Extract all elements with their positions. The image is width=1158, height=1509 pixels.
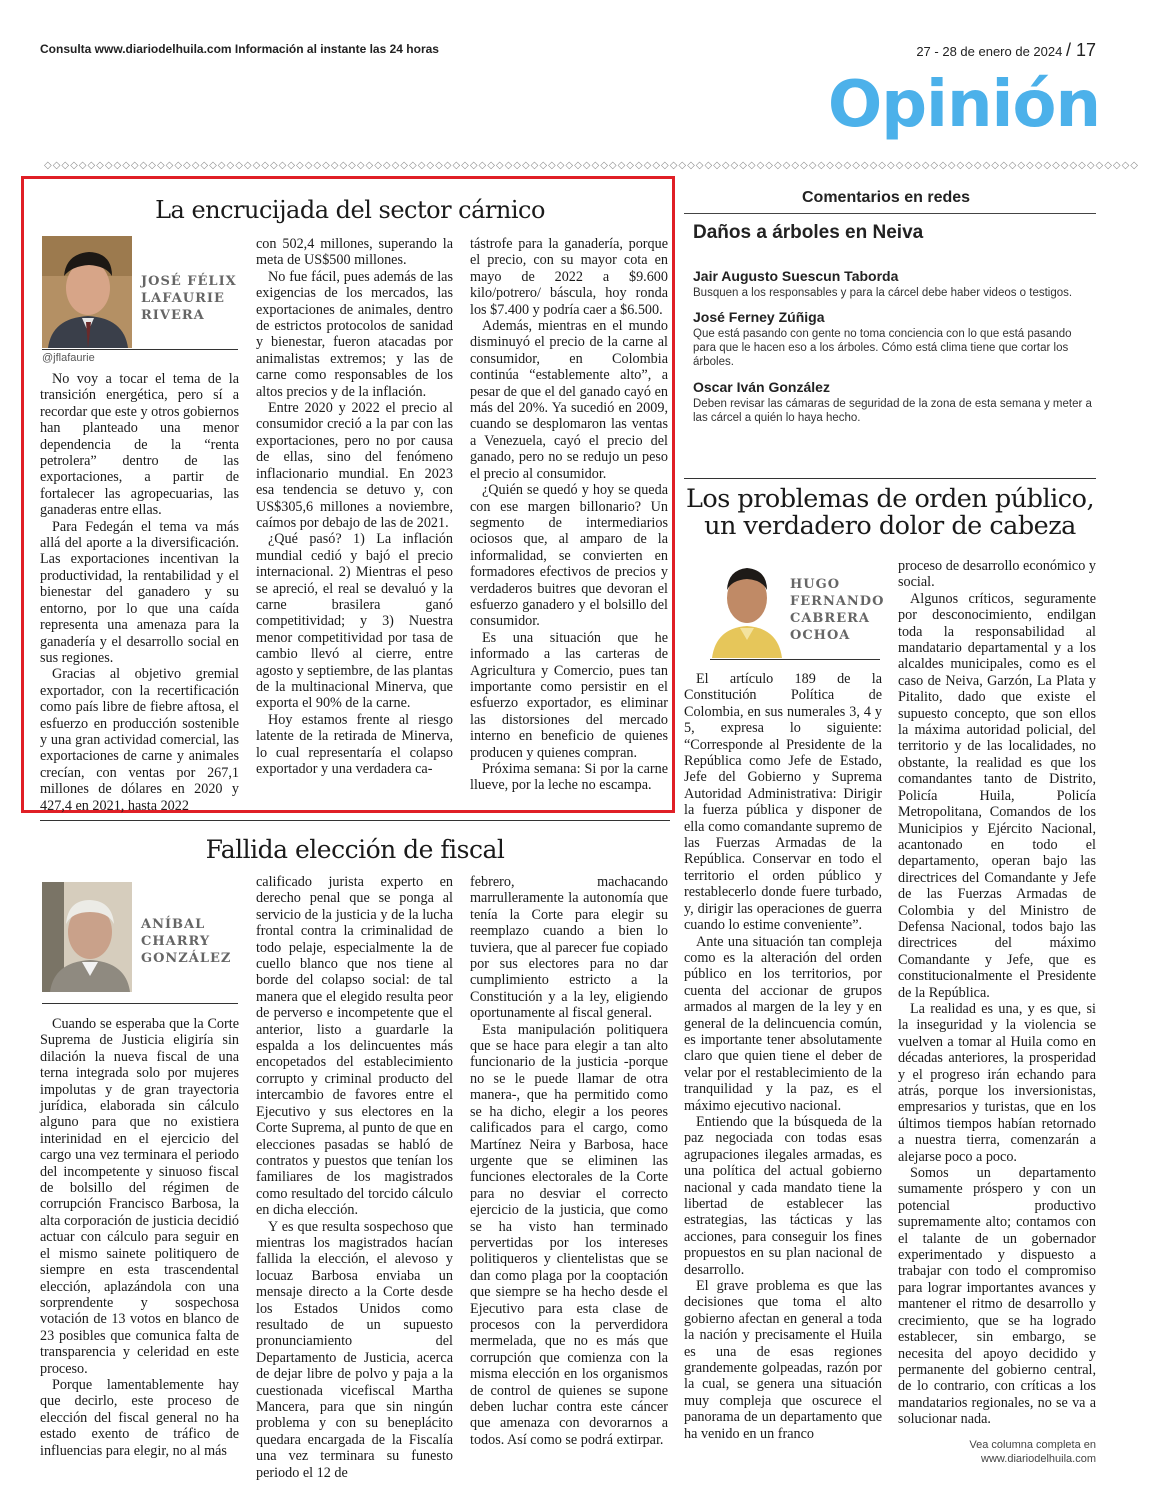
article2-column-1 — [40, 1016, 239, 1471]
comments-section-title: Comentarios en redes — [802, 189, 971, 206]
header-tagline: Consulta www.diariodelhuila.com Información al instante las 24 horas — [40, 42, 439, 56]
article1-column-3 — [470, 236, 668, 796]
article1-twitter: @jflafaurie — [42, 352, 95, 364]
article2-top-rule — [40, 820, 670, 821]
article1-title: La encrucijada del sector cárnico — [155, 196, 545, 224]
footer-note-line1: Vea columna completa en — [969, 1439, 1096, 1451]
comment-author: Oscar Iván González — [693, 379, 830, 395]
paragraph: ¿Quién se quedó y hoy se queda con ese margen billonario? Un segmento de intermediarios ociosos que, al amparo de la informalidad, se convierten en formadores efectivos de precios y verdaderos buitres que devoran el esfuerzo ganadero y el bolsillo del consumidor. — [470, 482, 668, 630]
article3-author: HUGO FERNANDO CABRERA OCHOA — [790, 577, 885, 643]
paragraph: Entre 2020 y 2022 el precio al consumidor creció a la par con las exportaciones, pero no por causa de ellas, sino del fenómeno inflacionario mundial. En 2023 esa tendencia se detuvo y, con US$305,6 millones a noviembre, caímos por debajo de las de 2021. — [256, 400, 453, 531]
paragraph: febrero, machacando marrulleramente la autonomía que tenía la Corte para elegir su reemplazo cuando a bien lo tuviera, que al parecer fue copiado por sus electores para no dar cumplimiento estricto a la Constitución y a la ley, eligiendo oportunamente al fiscal general. — [470, 874, 668, 1022]
paragraph: Y es que resulta sospechoso que mientras los magistrados hacían fallida la elección, el alevoso y locuaz Barbosa enviaba un mensaje directo a la Corte desde los Estados Unidos como resultado de un supuesto pronunciamiento del Departamento de Justicia, acerca de dejar libre de polvo y paja a la cuestionada vicefiscal Martha Mancera, para que sin ningún problema y con su beneplácito quedara encargada de la Fiscalía una vez terminara su funesto periodo el 12 de — [256, 1218, 453, 1481]
comment-text: Que está pasando con gente no toma conciencia con lo que está pasando para que le hacen eso a los árboles. Cómo está clima tiene que cortar los árboles. — [693, 328, 1072, 368]
author-rule — [42, 349, 238, 350]
article3-top-rule — [684, 478, 1096, 479]
article3-title-line1: Los problemas de orden público, — [685, 484, 1095, 514]
comment-text: Busquen a los responsables y para la cárcel debe haber videos o testigos. — [693, 287, 1073, 299]
paragraph: El artículo 189 de la Constitución Política de Colombia, en sus numerales 3, 4 y 5, expresa lo siguiente: “Corresponde al Presidente de la República como Jefe de Estado, Jefe del Gobierno y Suprema Autoridad Administrativa: Dirigir la fuerza pública y disponer de ella como comandante supremo de las Fuerzas Armadas de la República. Conservar en todo el territorio el orden público y restablecerlo donde fuere turbado, y, dirigir las operaciones de guerra cuando lo estime conveniente”. — [684, 671, 882, 934]
author-photo-cabrera — [710, 554, 784, 658]
author-rule — [42, 1003, 238, 1004]
paragraph: calificado jurista experto en derecho penal que se ponga al servicio de la justicia y de la lucha frontal contra la criminalidad de todo pelaje, especialmente la de cuello blanco que nos tiene al borde del colapso social: de tal manera que el elegido resulta peor de perverso e incompetente que el anterior, listo a guardarle la espalda a los delincuentes más encopetados del establecimiento corrupto y criminal producto del intercambio de favores entre el Ejecutivo y sus electores en la Corte Suprema, al punto de que en elecciones pasadas se habló de contratos y puestos que tenían los familiares de los magistrados como resultado del torcido cálculo en dicha elección. — [256, 874, 453, 1219]
paragraph: Cuando se esperaba que la Corte Suprema de Justicia eligiría sin dilación la nueva fiscal de una terna integrada solo por mujeres impolutas y de gran trayectoria jurídica, elaborada sin cálculo alguno para que no existiera interinidad en el ejercicio del cargo una vez terminara el periodo del incompetente y sinuoso fiscal de bolsillo del régimen de corrupción Francisco Barbosa, la alta corporación de justicia decidió actuar con cálculo para seguir en el mismo sainete politiquero de siempre en esta trascendental elección, aplazándola con una sorprendente y sospechosa votación de 13 votos en blanco de 23 posibles que comunica falta de transparencia y celeridad en este proceso. — [40, 1016, 239, 1377]
paragraph: No voy a tocar el tema de la transición energética, pero sí a recordar que este y otros gobiernos han planteado una menor dependencia de la “renta petrolera” dentro de las exportaciones, a partir de fortalecer las agropecuarias, las ganaderas entre ellas. — [40, 371, 239, 519]
paragraph: Esta manipulación politiquera que se hace para elegir a tan alto funcionario de la justicia -porque no se le puede llamar de otra manera-, que ha permitido como se ha dicho, elegir a los peores calificados para el cargo, como Martínez Neira y Barbosa, hace urgente que se eliminen las funciones electorales de la Corte para no desviar el correcto ejercicio de la justicia, que como se ha visto han terminado pervertidas por los intereses politiqueros y clientelistas que se dan como plaga por la cooptación que siempre se ha hecho desde el Ejecutivo para esta clase de procesos con la perverdidora mermelada, que no es más que corrupción que comienza con la misma elección en los organismos de control de quienes se supone deben luchar contra este cáncer que amenaza con devorarnos a todos. Así como se podrá extirpar. — [470, 1021, 668, 1448]
paragraph: Además, mientras en el mundo disminuyó el precio de la carne al consumidor, en Colombia continúa “establemente alto”, a pesar de que el del ganado cayó en más del 20%. Ya sucedió en 2009, cuando se desplomaron las ventas a Venezuela, cayó el precio del ganado, pero no se redujo un peso el precio al consumidor. — [470, 318, 668, 482]
paragraph: Algunos críticos, seguramente por desconocimiento, endilgan toda la responsabilidad al mandatario departamental y a los alcaldes municipales, como es el caso de Neiva, Garzón, La Plata y Pitalito, dado que existe el supuesto concepto, que son ellos la máxima autoridad policial, del territorio y de las localidades, no obstante, la realidad es que los comandantes tanto de Distrito, Policía Huila, Policía Metropolitana, Comandos de los Municipios y Ejército Nacional, acantonado en todo el departamento, operan bajo las directrices del Comandante y Jefe de las Fuerzas Armadas de Colombia y del Ministro de Defensa Nacional, todos bajo las directrices del máximo Comandante y Jefe, que es constitucionalmente el Presidente de la República. — [898, 590, 1096, 1001]
paragraph: Es una situación que he informado a las carteras de Agricultura y Comercio, pues tan importante como persistir en el esfuerzo exportador, es eliminar las distorsiones del mercado interno en beneficio de quienes producen y quienes compran. — [470, 629, 668, 761]
comments-rule — [684, 213, 1096, 214]
paragraph: Entiendo que la búsqueda de la paz negociada con todas esas agrupaciones ilegales armadas, es una política del actual gobierno nacional y cada mandato tiene la libertad de establecer las estrategias, las tácticas y las acciones, para conseguir los fines propuestos en su plan nacional de desarrollo. — [684, 1113, 882, 1278]
ornament-divider: ◇◇◇◇◇◇◇◇◇◇◇◇◇◇◇◇◇◇◇◇◇◇◇◇◇◇◇◇◇◇◇◇◇◇◇◇◇◇◇◇◇◇◇◇◇◇◇◇◇◇◇◇◇◇◇◇◇◇◇◇◇◇◇◇◇◇◇◇◇◇◇◇◇◇◇◇◇◇◇◇◇◇◇◇◇◇◇◇◇◇◇◇◇◇◇◇◇◇◇◇◇◇◇◇◇◇◇◇◇◇◇◇◇◇◇◇◇◇◇◇◇◇◇◇◇◇ — [44, 160, 1139, 171]
paragraph: proceso de desarrollo económico y social. — [898, 558, 1096, 591]
paragraph: Para Fedegán el tema va más allá del aporte a la diversificación. Las exportaciones incentivan la productividad, la rentabilidad y el bienestar del ganadero y su entorno, por lo que una caída representa una amenaza para la ganadería y el desarrollo social en sus regiones. — [40, 518, 239, 666]
paragraph: La realidad es una, y es que, si la inseguridad y la violencia se vuelven a tomar al Huila como en décadas anteriores, la prosperidad y el progreso irán echando para atrás, porque los inversionistas, empresarios y turistas, que en los últimos tiempos habían retornado a nuestra tierra, comenzarán a alejarse poco a poco. — [898, 1000, 1096, 1165]
comments-topic: Daños a árboles en Neiva — [693, 222, 924, 243]
paragraph: El grave problema es que las decisiones que toma el alto gobierno afectan en general a toda la nación y precisamente el Huila es una de esas regiones grandemente golpeadas, razón por la cual, se genera una situación muy compleja que oscurece el panorama de un departamento que ha venido en un franco — [684, 1278, 882, 1442]
article3-column-1 — [684, 671, 882, 1471]
paragraph: Próxima semana: Si por la carne llueve, por la leche no escampa. — [470, 761, 668, 794]
comment-author: José Ferney Zúñiga — [693, 309, 825, 325]
paragraph: ¿Qué pasó? 1) La inflación mundial cedió y bajó el precio internacional. 2) Mientras el peso se apreció, el real se devaluó y la carne brasilera ganó competitividad; y 3) Nuestra menor competitividad por tasa de cambio llevó al cierre, entre agosto y septiembre, de las plantas de la multinacional Minerva, que exporta el 90% de la carne. — [256, 531, 453, 712]
paragraph: Hoy estamos frente al riesgo latente de la retirada de Minerva, lo cual representaría el colapso exportador y una verdadera ca- — [256, 711, 453, 777]
author-photo-lafaurie — [42, 236, 132, 348]
comment-text: Deben revisar las cámaras de seguridad de la zona de esta semana y meter a las cárcel a quién lo haya hecho. — [693, 398, 1092, 424]
article3-title-line2: un verdadero dolor de cabeza — [704, 511, 1076, 541]
comment-author: Jair Augusto Suescun Taborda — [693, 268, 899, 284]
author-photo-charry — [42, 882, 132, 992]
paragraph: Somos un departamento sumamente próspero y con un potencial productivo supremamente alto; contamos con el talante de un gobernador experimentado y dispuesto a trabajar con todo el compromiso para lograr importantes avances y mantener el ritmo de desarrollo y crecimiento, que se ha logrado establecer, sin embargo, se necesita del apoyo decidido y permanente del gobierno central, de lo contrario, con críticas a los mandatarios regionales, no se va a solucionar nada. — [898, 1165, 1096, 1428]
article2-title: Fallida elección de fiscal — [205, 835, 505, 864]
page-number: / 17 — [1065, 40, 1096, 60]
paragraph: tástrofe para la ganadería, porque el precio, con su mayor cota en mayo de 2022 a $9.600 kilo/potrero/ báscula, hoy ronda los $7.400 y podría caer a $6.500. — [470, 236, 668, 318]
article1-author: JOSÉ FÉLIX LAFAURIE RIVERA — [141, 274, 237, 323]
paragraph: Ante una situación tan compleja como es la alteración del orden público en los territorios, por cuenta del accionar de grupos armados al margen de la ley y en general de la delincuencia común, es importante tener absolutamente claro que quien tiene el deber de velar por el restablecimiento de la tranquilidad y la paz, es el máximo ejecutivo nacional. — [684, 933, 882, 1114]
paragraph: No fue fácil, pues además de las exigencias de los mercados, las exportaciones de animales, dentro de estrictos protocolos de sanidad y bienestar, fueron atacadas por animalistas extremos; y las de carne como responsables de los altos precios y de la inflación. — [256, 268, 453, 400]
footer-note — [969, 1438, 1096, 1466]
section-title: Opinión — [827, 68, 1100, 142]
article1-column-2 — [256, 236, 453, 796]
issue-date: 27 - 28 de enero de 2024 — [916, 44, 1063, 59]
article2-column-2 — [256, 874, 453, 1481]
paragraph: Gracias al objetivo gremial exportador, con la recertificación como país libre de fiebre aftosa, el esfuerzo en producción sostenible y una gran actividad comercial, las exportaciones de carne y animales crecían, con ventas por 267,1 millones de dólares en 2020 y 427,4 en 2021, hasta 2022 — [40, 666, 239, 814]
paragraph: Porque lamentablemente hay que decirlo, este proceso de elección del fiscal general no ha estado exento de tráfico de influencias para elegir, no al más — [40, 1376, 239, 1459]
article3-title — [684, 486, 1096, 540]
page-date — [916, 40, 1096, 61]
author-rule — [710, 659, 880, 660]
article2-author: ANÍBAL CHARRY GONZÁLEZ — [141, 917, 232, 966]
article3-column-2 — [898, 558, 1096, 1428]
paragraph: con 502,4 millones, superando la meta de US$500 millones. — [256, 236, 453, 269]
article2-column-3 — [470, 874, 668, 1471]
article1-column-1 — [40, 371, 239, 814]
footer-url[interactable]: www.diariodelhuila.com — [981, 1453, 1096, 1465]
